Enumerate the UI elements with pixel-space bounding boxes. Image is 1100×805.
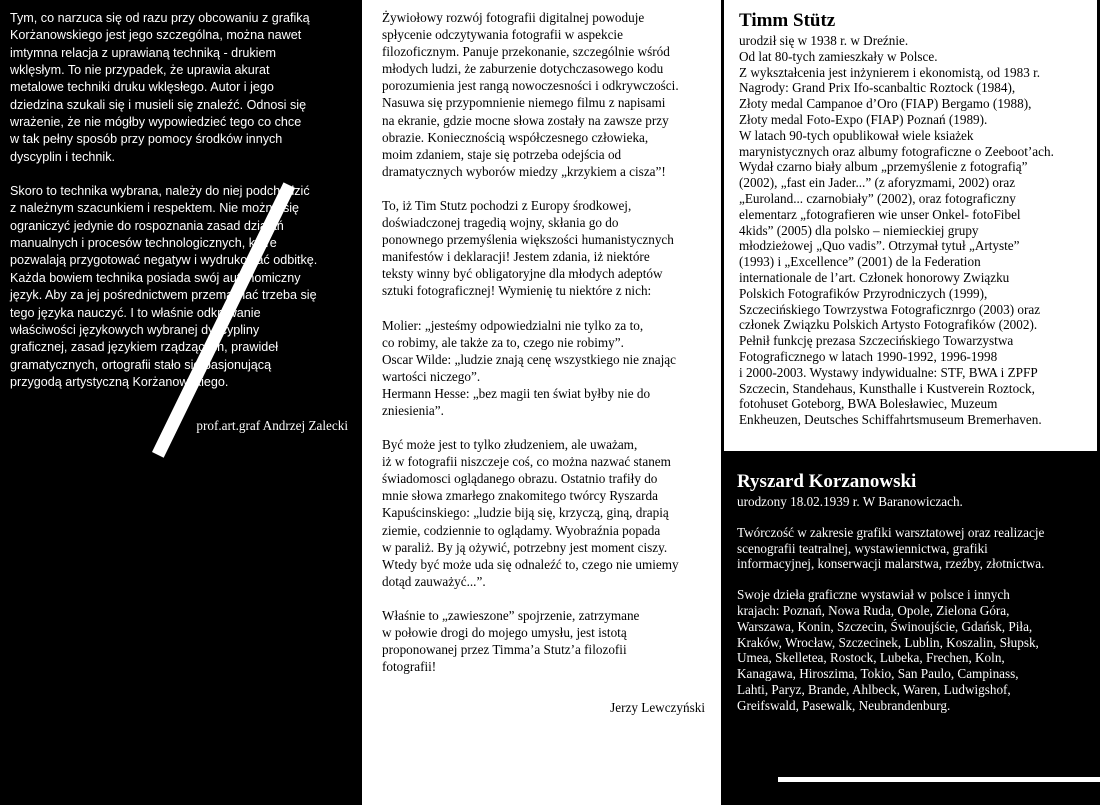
right-column-korzanowski-bio xyxy=(722,455,1100,805)
lewczynski-paragraph-5: Właśnie to „zawieszone” spojrzenie, zatrzymane w połowie drogi do mojego umysłu, jest istotą proponowanej przez Timma’a Stutz’a filozofii fotografii! xyxy=(382,607,640,675)
stutz-name-heading: Timm Stütz xyxy=(739,10,836,31)
lewczynski-quotes: Molier: „jesteśmy odpowiedzialni nie tylko za to, co robimy, ale także za to, czego nie robimy”. Oscar Wilde: „ludzie znają cenę wszystkiego nie znając wartości niczego”. Hermann Hesse: „bez magii ten świat byłby nie do zniesienia”. xyxy=(382,317,676,418)
stutz-bio-box xyxy=(724,0,1097,451)
left-column-zalecki-essay xyxy=(0,0,362,805)
zalecki-essay-text xyxy=(10,10,348,452)
bottom-white-bar xyxy=(778,777,1100,782)
lewczynski-paragraph-4: Być może jest to tylko złudzeniem, ale uważam, iż w fotografii niszczeje coś, co można nazwać stanem świadomosci oglądanego obrazu. Ostatnio trafiły do mnie słowa zmarłego znakomitego twórcy Ryszarda Kapuścinskiego: „ludzie biją się, krzyczą, giną, drapią ziemie, codziennie to oglądamy. Wyobraźnia popada w paraliż. By ją ożywić, potrzebny jest moment ciszy. Wtedy być może uda się odnaleźć to, czego nie umiemy dotąd zauważyć...”. xyxy=(382,437,679,589)
zalecki-paragraph-1: Tym, co narzuca się od razu przy obcowaniu z grafiką Korżanowskiego jest jego szczególna, można nawet imtymna relacja z uprawianą techniką - drukiem wklęsłym. To nie przypadek, że uprawia akurat metalowe techniki druku wklęsłego. Autor i jego dziedzina szukali się i musieli się znaleźć. Odnosi się wrażenie, że nie mógłby wypowiedzieć tego co chce w tak pełny sposób przy pomocy środków innych dyscyplin i technik. xyxy=(10,11,310,164)
korzanowski-paragraph-1: Twórczość w zakresie grafiki warsztatowej oraz realizacje scenografii teatralnej, wystawiennictwa, grafiki informacyjnej, konserwacji malarstwa, rzeźby, złotnictwa. xyxy=(737,524,1045,572)
stutz-bio-text xyxy=(739,10,1094,428)
korzanowski-paragraph-2: Swoje dzieła graficzne wystawiał w polsce i innych krajach: Poznań, Nowa Ruda, Opole, Zielona Góra, Warszawa, Konin, Szczecin, Świnoujście, Gdańsk, Piła, Kraków, Wrocław, Szczecinek, Lublin, Koszalin, Słupsk, Umea, Skelletea, Rostock, Lubeka, Frechen, Koln, Kanagawa, Hiroszima, Tokio, San Paulo, Campinass, Lahti, Paryz, Brande, Ahlbeck, Waren, Ludwigshof, Greifswald, Pasewalk, Neubrandenburg. xyxy=(737,587,1039,713)
lewczynski-essay-text xyxy=(382,9,712,733)
lewczynski-paragraph-1: Żywiołowy rozwój fotografii digitalnej powoduje spłycenie odczytywania fotografii w aspekcie filozoficznym. Panuje przekonanie, szczególnie wśród młodych ludzi, że zaburzenie dotychczasowego kodu porozumienia jest rangą nowoczesności i odkrywczości. Nasuwa się przypomnienie niemego filmu z napisami na ekranie, gdzie mocne słowa zostały na zawsze przy obrazie. Koniecznością współczesnego człowieka, moim zdaniem, staje się potrzeba odejścia od dramatycznych wyborów miedzy „krzykiem a cisza”! xyxy=(382,10,679,179)
zalecki-signature: prof.art.graf Andrzej Zalecki xyxy=(196,418,348,434)
middle-column-lewczynski-essay xyxy=(362,0,721,805)
korzanowski-birth-line: urodzony 18.02.1939 r. W Baranowiczach. xyxy=(737,494,963,509)
lewczynski-paragraph-2: To, iż Tim Stutz pochodzi z Europy środkowej, doświadczonej tragedią wojny, skłania go do ponownego przemyślenia większości humanistycznych manifestów i deklaracji! Jestem zdania, iż niektóre teksty winny być obligatoryjne dla młodych adeptów sztuki fotograficznej! Wymienię tu niektóre z nich: xyxy=(382,197,674,299)
lewczynski-signature: Jerzy Lewczyński xyxy=(610,700,705,716)
right-column-stutz-bio xyxy=(722,0,1100,455)
zalecki-paragraph-2: Skoro to technika wybrana, należy do niej podchodzić z należnym szacunkiem i respektem. Nie można się ograniczyć jedynie do rospoznania zasad działań manualnych i procesów technologicznych, które pozwalają przygotować negatyw i wydrukować odbitkę. Każda bowiem technika posiada swój autonomiczny język. Aby za jej pośrednictwem przemawiać trzeba się tego języka nauczyć. I to właśnie odkrywanie właściwości językowych wybranej dyscypliny graficznej, zasad językiem rządzących, prawideł gramatycznych, ortografii stało się pasjonującą przygodą artystyczną Korżanowskiego. xyxy=(10,184,318,389)
stutz-bio-lines: urodził się w 1938 r. w Dreźnie. Od lat 80-tych zamieszkały w Polsce. Z wykształcenia jest inżynierem i ekonomistą, od 1983 r. Nagrody: Grand Prix Ifo-scanbaltic Roztock (1984), Złoty medal Campanoe d’Oro (FIAP) Bergamo (1988), Złoty medal Foto-Expo (FIAP) Poznań (1989). W latach 90-tych opublikował wiele ksiażek marynistycznych oraz albumy fotograficzne o Zeeboot’ach. Wydał czarno biały album „przemyślenie z fotografią” (2002), „fast ein Jader...” (z aforyzmami, 2002) oraz „Euroland... czarnobiały” (2002), oraz fotograficzny elementarz „fotografieren wie unser Onkel- fotoFibel 4kids” (2005) dla polsko – niemieckiej grupy młodzieżowej „Quo vadis”. Otrzymał tytuł „Artyste” (1993) i „Excellence” (2001) de la Federation internationale de l’art. Członek honorowy Związku Polskich Fotografików Przyrodniczych (1999), Szczecińskiego Towrzystwa Fotograficznrgo (2003) oraz członek Związku Polskich Artysto Fotografików (2002). Pełnił funkcję prezasa Szczecińskiego Towarzystwa Fotograficznego w latach 1990-1992, 1996-1998 i 2000-2003. Wystawy indywidualne: STF, BWA i ZPFP Szczecin, Standehaus, Kunsthalle i Kustverein Roztock, fotohuset Goteborg, BWA Bolesławiec, Muzeum Enkheuzen, Deutsches Schiffahrtsmuseum Bremerhaven. xyxy=(739,33,1054,428)
korzanowski-bio-text xyxy=(737,471,1092,729)
korzanowski-name-heading: Ryszard Korzanowski xyxy=(737,471,917,492)
